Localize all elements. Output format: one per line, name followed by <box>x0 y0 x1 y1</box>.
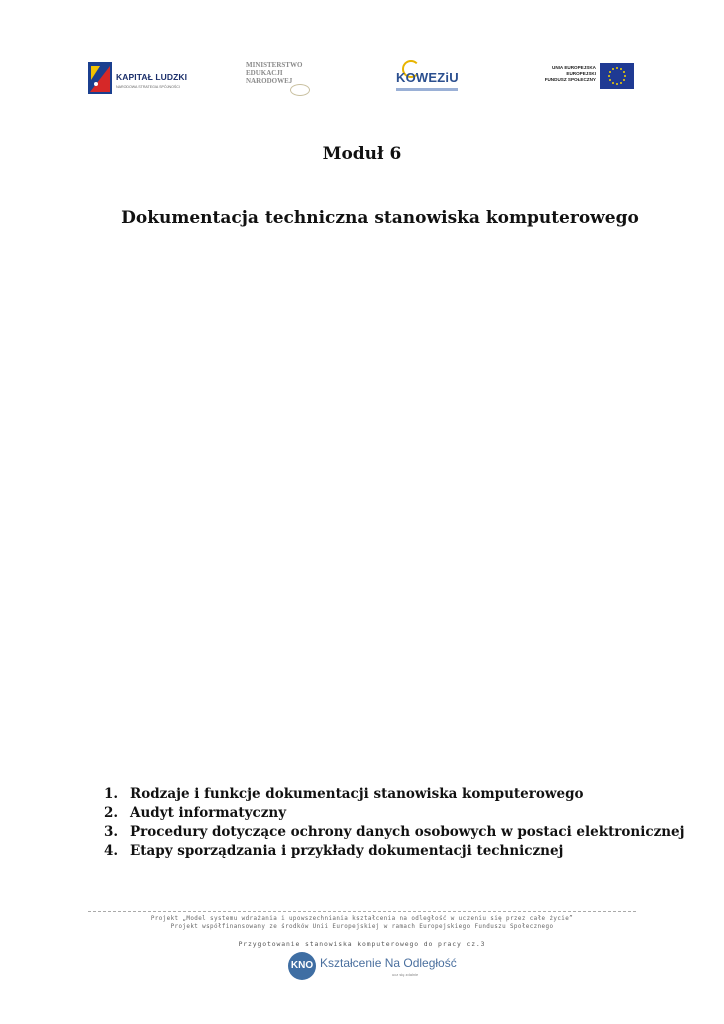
toc-number: 3. <box>104 824 119 840</box>
kno-emblem-icon: KNO <box>288 952 316 980</box>
unia-europejska-logo <box>546 58 636 102</box>
footer-course-line: Przygotowanie stanowiska komputerowego do pracy cz.3 <box>238 940 486 948</box>
kno-logo <box>288 952 457 982</box>
table-of-contents <box>104 786 685 862</box>
eu-flag-icon <box>600 63 634 89</box>
header-logos <box>0 58 724 106</box>
toc-number: 2. <box>104 805 119 821</box>
unia-text <box>545 65 596 83</box>
ministerstwo-line: MINISTERSTWO <box>246 61 303 69</box>
toc-number: 4. <box>104 843 119 859</box>
document-title: Dokumentacja techniczna stanowiska komputerowego <box>121 208 639 228</box>
toc-item <box>104 824 685 843</box>
unia-line: UNIA EUROPEJSKA <box>552 65 596 70</box>
footer-divider <box>88 911 636 912</box>
unia-line: EUROPEJSKI <box>566 71 596 76</box>
toc-item <box>104 843 685 862</box>
koweziu-title: KOWEZiU <box>396 70 459 85</box>
ministerstwo-line: EDUKACJI <box>246 69 283 77</box>
kapital-ludzki-emblem-icon <box>88 62 112 94</box>
footer-funding-line: Projekt współfinansowany ze środków Unii Europejskiej w ramach Europejskiego Funduszu Społecznego <box>170 924 554 930</box>
toc-text: Audyt informatyczny <box>130 805 287 821</box>
ministerstwo-line: NARODOWEJ <box>246 77 293 85</box>
kno-title: Kształcenie Na Odległość <box>320 956 457 970</box>
ministerstwo-text <box>246 61 302 85</box>
toc-item <box>104 786 685 805</box>
toc-text: Procedury dotyczące ochrony danych osobowych w postaci elektronicznej <box>130 824 685 840</box>
footer-project-line: Projekt „Model systemu wdrażania i upowszechniania kształcenia na odległość w uczeniu się przez całe życie” <box>150 916 574 922</box>
toc-number: 1. <box>104 786 119 802</box>
toc-text: Rodzaje i funkcje dokumentacji stanowiska komputerowego <box>130 786 584 802</box>
unia-line: FUNDUSZ SPOŁECZNY <box>544 77 596 82</box>
kno-subtitle: ucz się zdalnie <box>392 972 419 977</box>
ministerstwo-logo <box>244 58 316 102</box>
module-title: Moduł 6 <box>322 144 402 164</box>
toc-item <box>104 805 685 824</box>
kapital-ludzki-logo <box>86 58 198 102</box>
toc-text: Etapy sporządzania i przykłady dokumentacji technicznej <box>130 843 564 859</box>
koweziu-logo <box>390 58 466 102</box>
koweziu-underline <box>396 88 458 91</box>
kapital-ludzki-title: KAPITAŁ LUDZKI <box>116 72 188 82</box>
ministerstwo-emblem-icon <box>290 84 310 96</box>
kapital-ludzki-subtitle: NARODOWA STRATEGIA SPÓJNOŚCI <box>116 85 180 89</box>
